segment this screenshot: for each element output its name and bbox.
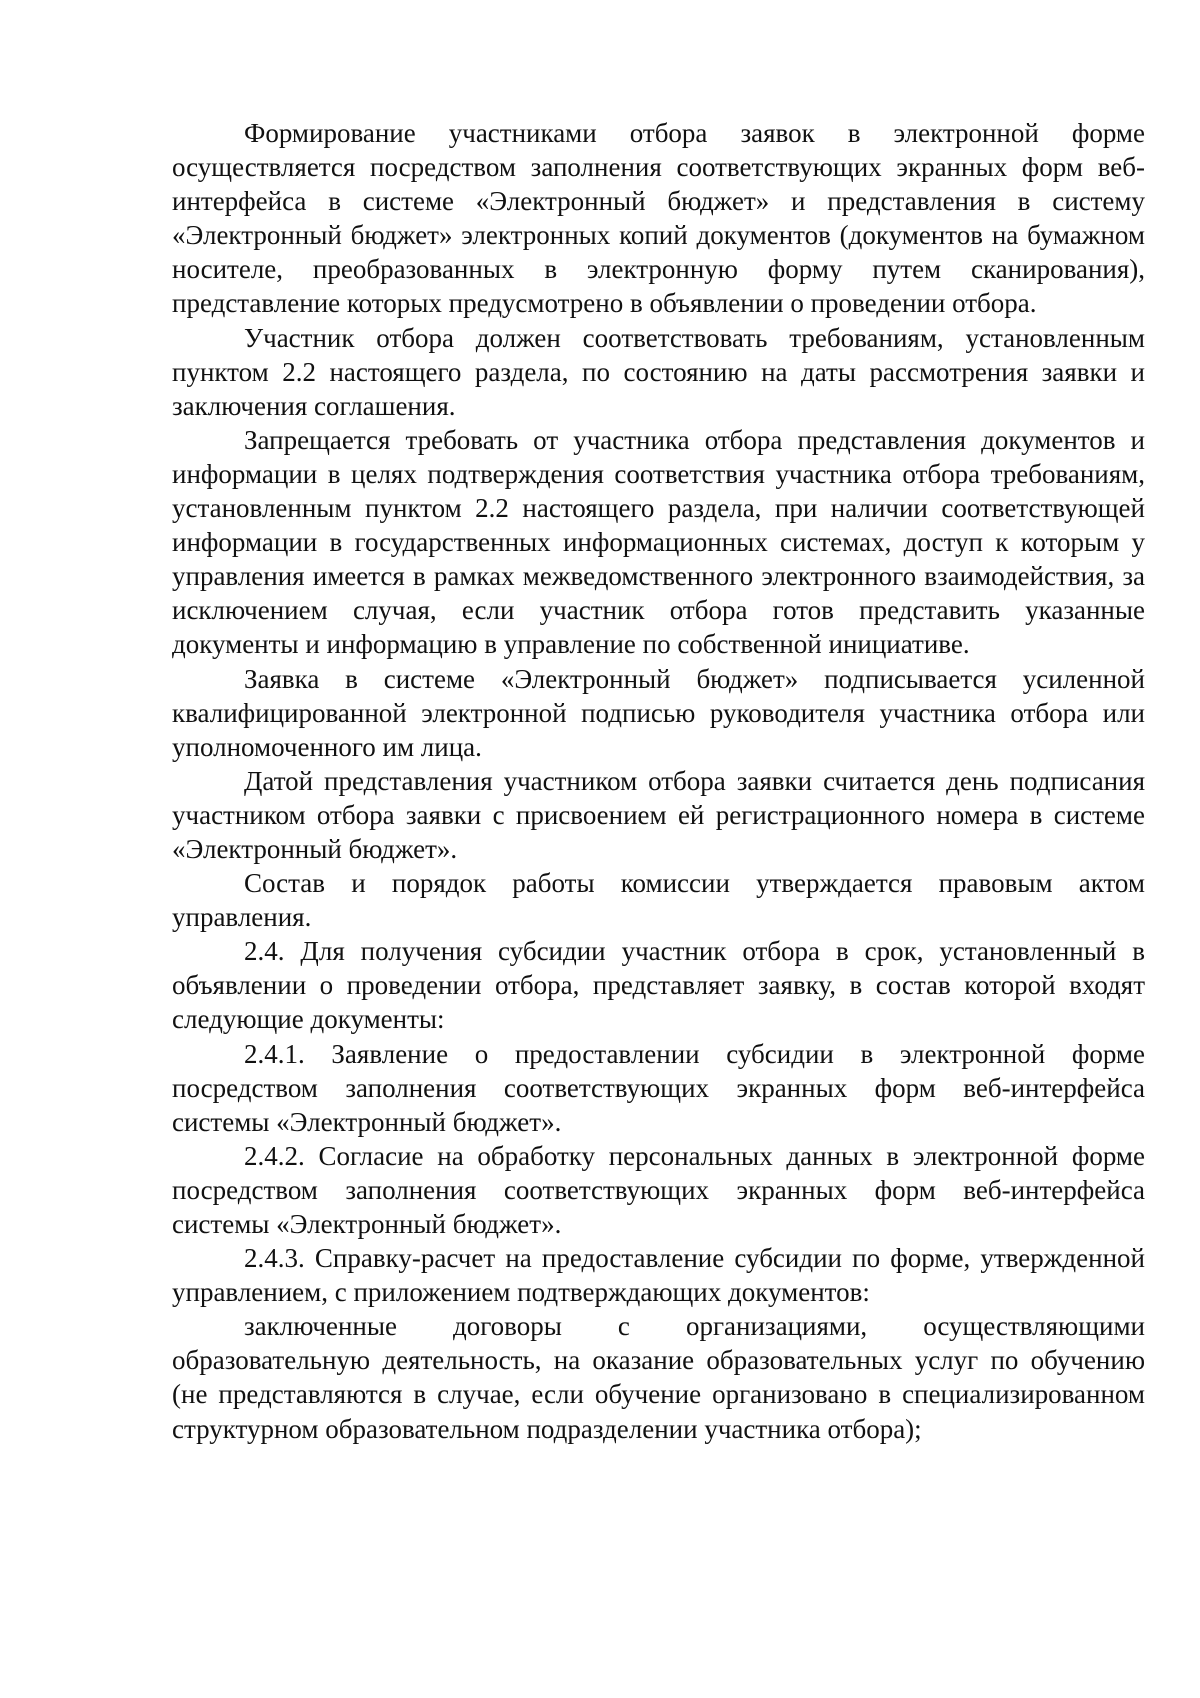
paragraph-section-2-4-3: 2.4.3. Справку-расчет на предоставление субсидии по форме, утвержденной управлением, с приложением подтверждающих документов: bbox=[172, 1243, 1145, 1308]
paragraph-section-2-4-2: 2.4.2. Согласие на обработку персональных данных в электронной форме посредством заполнения соответствующих экранных форм веб-интерфейса системы «Электронный бюджет». bbox=[172, 1140, 1145, 1239]
paragraph-prohibition: Запрещается требовать от участника отбора представления документов и информации в целях подтверждения соответствия участника отбора требованиям, установленным пунктом 2.2 настоящего раздела, при наличии соответствующей информации в государственных информационных системах, доступ к которым у управления имеется в рамках межведомственного электронного взаимодействия, за исключением случая, если участник отбора готов представить указанные документы и информацию в управление по собственной инициативе. bbox=[172, 424, 1145, 660]
paragraph-commission: Состав и порядок работы комиссии утверждается правовым актом управления. bbox=[172, 868, 1145, 933]
paragraph-signature: Заявка в системе «Электронный бюджет» подписывается усиленной квалифицированной электронной подписью руководителя участника отбора или уполномоченного им лица. bbox=[172, 663, 1145, 762]
paragraph-section-2-4: 2.4. Для получения субсидии участник отбора в срок, установленный в объявлении о проведении отбора, представляет заявку, в состав которой входят следующие документы: bbox=[172, 936, 1145, 1035]
paragraph-section-2-4-1: 2.4.1. Заявление о предоставлении субсидии в электронной форме посредством заполнения соответствующих экранных форм веб-интерфейса системы «Электронный бюджет». bbox=[172, 1038, 1145, 1137]
document-body bbox=[172, 116, 1145, 1446]
paragraph-contracts: заключенные договоры с организациями, осуществляющими образовательную деятельность, на оказание образовательных услуг по обучению (не представляются в случае, если обучение организовано в специализированном структурном образовательном подразделении участника отбора); bbox=[172, 1311, 1145, 1444]
paragraph-participant-requirements: Участник отбора должен соответствовать требованиям, установленным пунктом 2.2 настоящего раздела, по состоянию на даты рассмотрения заявки и заключения соглашения. bbox=[172, 322, 1145, 421]
paragraph-application-forming: Формирование участниками отбора заявок в электронной форме осуществляется посредством заполнения соответствующих экранных форм веб-интерфейса в системе «Электронный бюджет» и представления в систему «Электронный бюджет» электронных копий документов (документов на бумажном носителе, преобразованных в электронную форму путем сканирования), представление которых предусмотрено в объявлении о проведении отбора. bbox=[172, 118, 1145, 319]
paragraph-submission-date: Датой представления участником отбора заявки считается день подписания участником отбора заявки с присвоением ей регистрационного номера в системе «Электронный бюджет». bbox=[172, 765, 1145, 864]
